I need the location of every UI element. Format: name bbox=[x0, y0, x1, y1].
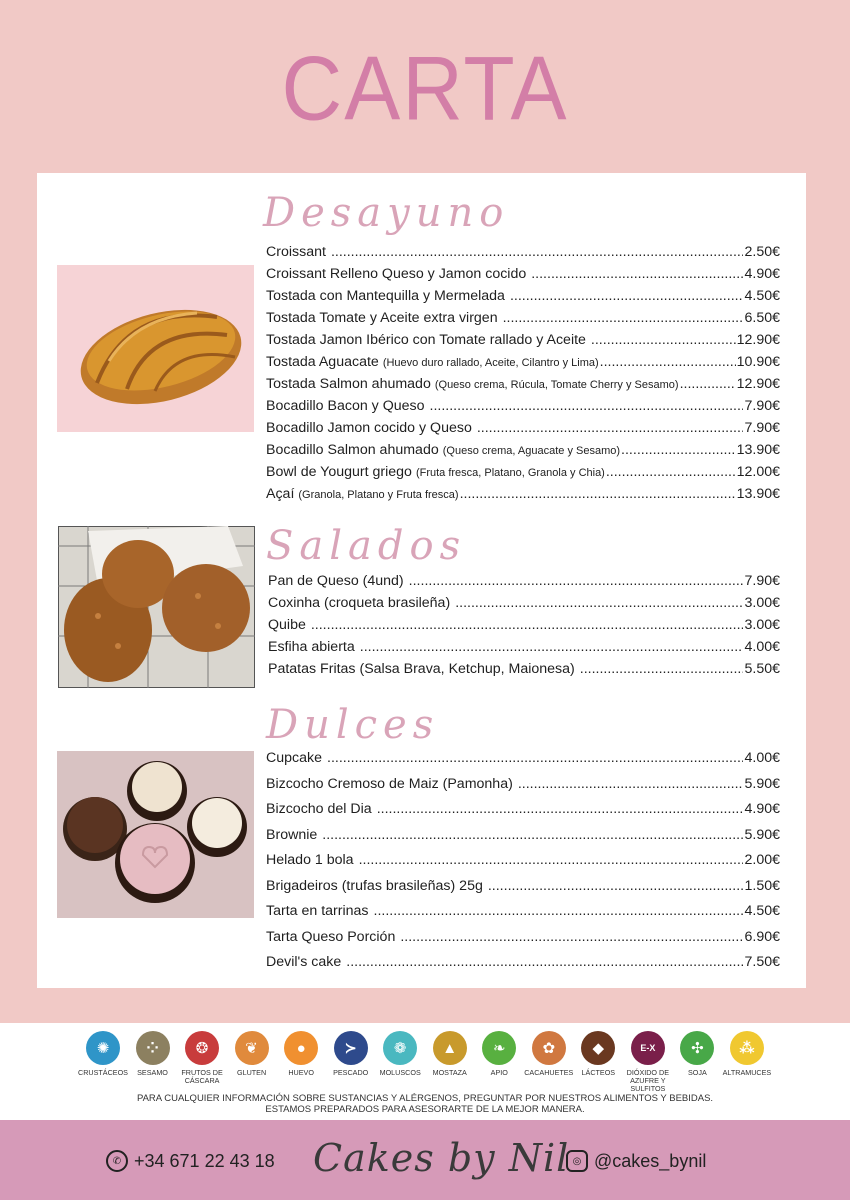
peanut-icon: ✿ bbox=[532, 1031, 566, 1065]
menu-item: Bizcocho Cremoso de Maiz (Pamonha) ..... 5.90€ bbox=[266, 772, 780, 798]
instagram-contact[interactable]: ◎ @cakes_bynil bbox=[566, 1150, 706, 1172]
menu-item: Pan de Queso (4und) ..... 7.90€ bbox=[268, 570, 780, 592]
allergen-gluten: ❦ GLUTEN bbox=[229, 1031, 275, 1093]
allergen-apio: ❧ APIO bbox=[476, 1031, 522, 1093]
menu-item: Cupcake ..... 4.00€ bbox=[266, 746, 780, 772]
sesame-icon: ⁘ bbox=[136, 1031, 170, 1065]
page-title: CARTA bbox=[281, 37, 569, 139]
allergen-crustaceos: ✺ CRUSTÁCEOS bbox=[80, 1031, 126, 1093]
allergen-pescado: ≻ PESCADO bbox=[328, 1031, 374, 1093]
menu-item: Bocadillo Jamon cocido y Queso ..... 7.90€ bbox=[266, 417, 780, 439]
section-title-desayuno: Desayuno bbox=[263, 190, 510, 236]
menu-item: Croissant Relleno Queso y Jamon cocido ..... 4.90€ bbox=[266, 263, 780, 285]
menu-item: Tostada Jamon Ibérico con Tomate rallado y Aceite ..... 12.90€ bbox=[266, 329, 780, 351]
menu-item: Bocadillo Salmon ahumado (Queso crema, Aguacate y Sesamo) ..... 13.90€ bbox=[266, 439, 780, 461]
menu-item: Helado 1 bola ..... 2.00€ bbox=[266, 848, 780, 874]
menu-item: Tostada con Mantequilla y Mermelada ..... 4.50€ bbox=[266, 285, 780, 307]
instagram-icon: ◎ bbox=[566, 1150, 588, 1172]
phone-contact[interactable]: ✆ +34 671 22 43 18 bbox=[106, 1150, 275, 1172]
croissant-photo bbox=[57, 265, 254, 432]
menu-item: Tostada Tomate y Aceite extra virgen ..... 6.50€ bbox=[266, 307, 780, 329]
milk-icon: ◆ bbox=[581, 1031, 615, 1065]
footer bbox=[0, 1120, 850, 1200]
whatsapp-icon: ✆ bbox=[106, 1150, 128, 1172]
menu-item: Coxinha (croqueta brasileña) ..... 3.00€ bbox=[268, 592, 780, 614]
brigadeiros-photo bbox=[57, 751, 254, 918]
shell-icon: ❁ bbox=[383, 1031, 417, 1065]
dulces-list bbox=[266, 746, 780, 976]
menu-item: Devil's cake ..... 7.50€ bbox=[266, 950, 780, 976]
allergen-note: PARA CUALQUIER INFORMACIÓN SOBRE SUSTANCIAS Y ALÉRGENOS, PREGUNTAR POR NUESTROS ALIMENTOS Y BEBIDAS. ESTAMOS PREPARADOS PARA ASESORARTE DE LA MEJOR MANERA. bbox=[136, 1093, 714, 1115]
menu-item: Quibe ..... 3.00€ bbox=[268, 614, 780, 636]
menu-item: Tarta Queso Porción ..... 6.90€ bbox=[266, 925, 780, 951]
soy-icon: ✣ bbox=[680, 1031, 714, 1065]
celery-icon: ❧ bbox=[482, 1031, 516, 1065]
menu-item: Tostada Aguacate (Huevo duro rallado, Aceite, Cilantro y Lima) ..... 10.90€ bbox=[266, 351, 780, 373]
menu-item: Tarta en tarrinas ..... 4.50€ bbox=[266, 899, 780, 925]
menu-item: Tostada Salmon ahumado (Queso crema, Rúcula, Tomate Cherry y Sesamo) ..... 12.90€ bbox=[266, 373, 780, 395]
menu-item: Croissant ..... 2.50€ bbox=[266, 241, 780, 263]
allergen-moluscos: ❁ MOLUSCOS bbox=[377, 1031, 423, 1093]
allergen-strip bbox=[0, 1023, 850, 1120]
crab-icon: ✺ bbox=[86, 1031, 120, 1065]
brand-name: Cakes by Nil bbox=[313, 1136, 570, 1180]
wheat-icon: ❦ bbox=[235, 1031, 269, 1065]
menu-item: Esfiha abierta ..... 4.00€ bbox=[268, 636, 780, 658]
section-title-salados: Salados bbox=[266, 523, 467, 569]
allergen-list bbox=[80, 1031, 770, 1093]
nut-icon: ❂ bbox=[185, 1031, 219, 1065]
menu-item: Açaí (Granola, Platano y Fruta fresca) ..... 13.90€ bbox=[266, 483, 780, 505]
allergen-altramuces: ⁂ ALTRAMUCES bbox=[724, 1031, 770, 1093]
egg-icon: ● bbox=[284, 1031, 318, 1065]
allergen-mostaza: ▲ MOSTAZA bbox=[427, 1031, 473, 1093]
mustard-icon: ▲ bbox=[433, 1031, 467, 1065]
sulfite-icon: E-X bbox=[631, 1031, 665, 1065]
section-title-dulces: Dulces bbox=[266, 702, 440, 748]
allergen-lacteos: ◆ LÁCTEOS bbox=[575, 1031, 621, 1093]
allergen-cacahuetes: ✿ CACAHUETES bbox=[526, 1031, 572, 1093]
menu-item: Patatas Fritas (Salsa Brava, Ketchup, Maionesa) ..... 5.50€ bbox=[268, 658, 780, 680]
salados-list bbox=[268, 570, 780, 680]
allergen-sulfitos: E-X DIÓXIDO DE AZUFRE Y SULFITOS bbox=[625, 1031, 671, 1093]
allergen-frutos-de-cascara: ❂ FRUTOS DE CÁSCARA bbox=[179, 1031, 225, 1093]
menu-item: Brownie ..... 5.90€ bbox=[266, 823, 780, 849]
menu-item: Bowl de Yougurt griego (Fruta fresca, Platano, Granola y Chia) ..... 12.00€ bbox=[266, 461, 780, 483]
allergen-sesamo: ⁘ SESAMO bbox=[130, 1031, 176, 1093]
menu-item: Bizcocho del Dia ..... 4.90€ bbox=[266, 797, 780, 823]
allergen-soja: ✣ SOJA bbox=[674, 1031, 720, 1093]
coxinha-photo bbox=[58, 526, 255, 688]
allergen-huevo: ● HUEVO bbox=[278, 1031, 324, 1093]
desayuno-list bbox=[266, 241, 780, 505]
menu-item: Bocadillo Bacon y Queso ..... 7.90€ bbox=[266, 395, 780, 417]
lupin-icon: ⁂ bbox=[730, 1031, 764, 1065]
menu-item: Brigadeiros (trufas brasileñas) 25g ..... 1.50€ bbox=[266, 874, 780, 900]
fish-icon: ≻ bbox=[334, 1031, 368, 1065]
